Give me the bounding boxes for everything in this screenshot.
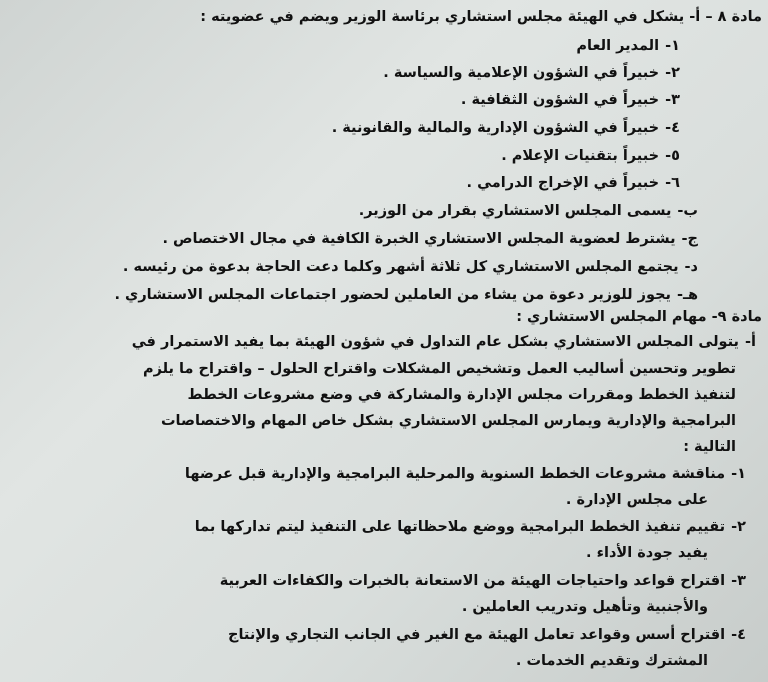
task-item bbox=[0, 516, 746, 538]
member-number: ٥- bbox=[665, 148, 680, 164]
article9-title: مهام المجلس الاستشاري : bbox=[516, 309, 707, 325]
task-continuation bbox=[0, 650, 708, 672]
article8-e-text: يجوز للوزير دعوة من يشاء من العاملين لحضور اجتماعات المجلس الاستشاري . bbox=[114, 287, 671, 303]
member-number: ٢- bbox=[665, 65, 680, 81]
member-item bbox=[0, 89, 680, 111]
task-text: تقييم تنفيذ الخطط البرامجية ووضع ملاحظاتها على التنفيذ ليتم تداركها بما bbox=[194, 519, 726, 535]
article8-a-line bbox=[0, 6, 762, 28]
task-text: المشترك وتقديم الخدمات . bbox=[515, 653, 708, 669]
task-item bbox=[0, 624, 746, 646]
task-number: ١- bbox=[731, 466, 746, 482]
article8-d-text: يجتمع المجلس الاستشاري كل ثلاثة أشهر وكلما دعت الحاجة بدعوة من رئيسه . bbox=[122, 259, 679, 275]
article9-a-text: لتنفيذ الخطط ومقررات مجلس الإدارة والمشاركة في وضع مشروعات الخطط bbox=[187, 387, 736, 403]
article9-a-line bbox=[0, 384, 736, 406]
article8-e-mark: هـ- bbox=[676, 287, 698, 303]
task-text: اقتراح أسس وقواعد تعامل الهيئة مع الغير في الجانب التجاري والإنتاج bbox=[228, 627, 726, 643]
task-text: والأجنبية وتأهيل وتدريب العاملين . bbox=[461, 599, 708, 615]
task-text: يفيد جودة الأداء . bbox=[586, 545, 708, 561]
article8-a-mark: أ- bbox=[689, 9, 701, 25]
member-number: ٦- bbox=[665, 175, 680, 191]
article9-label: مادة ٩- bbox=[711, 309, 762, 325]
member-number: ٣- bbox=[665, 92, 680, 108]
article9-heading bbox=[0, 306, 762, 328]
member-item bbox=[0, 35, 680, 57]
article9-a-text: التالية : bbox=[683, 439, 736, 455]
article9-a-text: تطوير وتحسين أساليب العمل وتشخيص المشكلات واقتراح الحلول – واقتراح ما يلزم bbox=[142, 361, 736, 377]
task-continuation bbox=[0, 542, 708, 564]
member-item bbox=[0, 145, 680, 167]
article9-a-line bbox=[0, 436, 736, 458]
task-text: مناقشة مشروعات الخطط السنوية والمرحلية البرامجية والإدارية قبل عرضها bbox=[184, 466, 726, 482]
article9-a-line bbox=[0, 410, 736, 432]
member-text: خبيراً بتقنيات الإعلام . bbox=[501, 148, 660, 164]
task-continuation bbox=[0, 596, 708, 618]
member-text: خبيراً في الشؤون الإعلامية والسياسة . bbox=[383, 65, 660, 81]
article8-c-text: يشترط لعضوية المجلس الاستشاري الخبرة الكافية في مجال الاختصاص . bbox=[162, 231, 676, 247]
member-text: خبيراً في الشؤون الإدارية والمالية والقانونية . bbox=[331, 120, 660, 136]
member-text: المدير العام bbox=[576, 38, 660, 54]
member-item bbox=[0, 62, 680, 84]
article8-d-mark: د- bbox=[684, 259, 698, 275]
member-number: ٤- bbox=[665, 120, 680, 136]
task-number: ٢- bbox=[731, 519, 746, 535]
article8-a-text: يشكل في الهيئة مجلس استشاري برئاسة الوزير ويضم في عضويته : bbox=[200, 9, 685, 25]
task-number: ٣- bbox=[731, 573, 746, 589]
task-item bbox=[0, 463, 746, 485]
task-text: اقتراح قواعد واحتياجات الهيئة من الاستعانة بالخبرات والكفاءات العربية bbox=[219, 573, 726, 589]
task-text: على مجلس الإدارة . bbox=[565, 492, 708, 508]
article8-e-line bbox=[0, 284, 698, 306]
article8-d-line bbox=[0, 256, 698, 278]
article8-label: مادة ٨ – bbox=[705, 9, 762, 25]
article8-b-line bbox=[0, 200, 698, 222]
article9-a-line bbox=[0, 331, 756, 353]
article9-a-mark: أ- bbox=[745, 334, 756, 350]
task-item bbox=[0, 570, 746, 592]
member-text: خبيراً في الإخراج الدرامي . bbox=[466, 175, 660, 191]
article9-a-line bbox=[0, 358, 736, 380]
article8-c-mark: ج- bbox=[681, 231, 698, 247]
article8-b-mark: ب- bbox=[677, 203, 698, 219]
member-text: خبيراً في الشؤون الثقافية . bbox=[460, 92, 660, 108]
member-number: ١- bbox=[665, 38, 680, 54]
article9-a-text: يتولى المجلس الاستشاري بشكل عام التداول في شؤون الهيئة بما يفيد الاستمرار في bbox=[131, 334, 739, 350]
member-item bbox=[0, 117, 680, 139]
task-number: ٤- bbox=[731, 627, 746, 643]
article8-c-line bbox=[0, 228, 698, 250]
article9-a-text: البرامجية والإدارية ويمارس المجلس الاستشاري بشكل خاص المهام والاختصاصات bbox=[160, 413, 736, 429]
article8-b-text: يسمى المجلس الاستشاري بقرار من الوزير. bbox=[358, 203, 672, 219]
member-item bbox=[0, 172, 680, 194]
task-continuation bbox=[0, 489, 708, 511]
